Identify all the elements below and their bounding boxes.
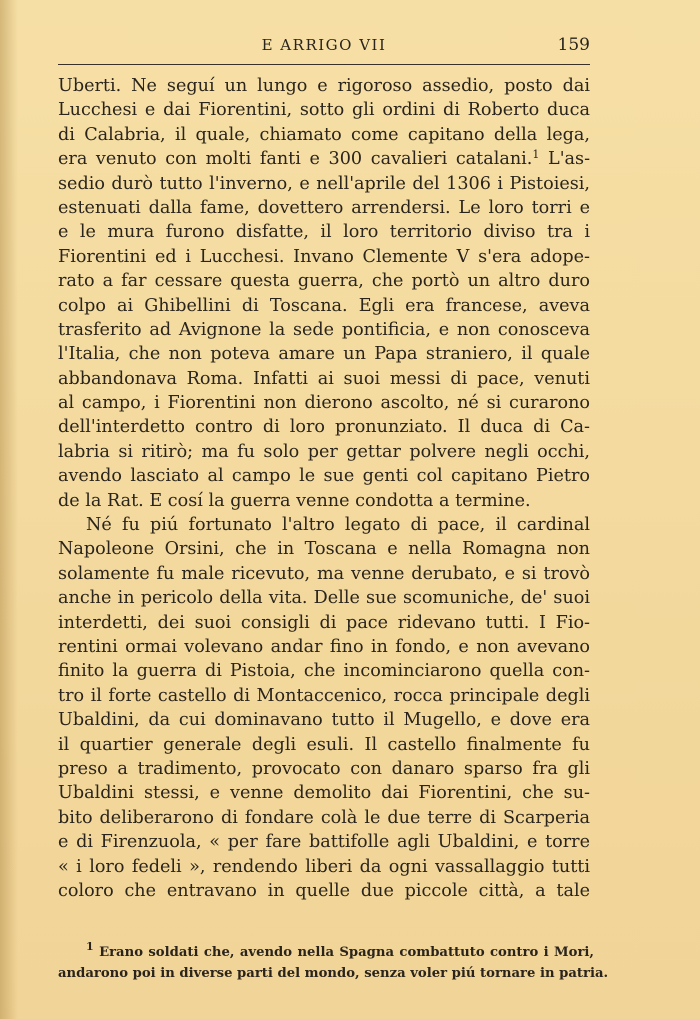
text-line: de la Rat. E cosí la guerra venne condotta a termine.: [58, 490, 531, 511]
page-number: 159: [557, 35, 590, 55]
footnote-text: Erano soldati che, avendo nella Spagna combattuto contro i Mori,: [99, 945, 595, 960]
text-line: preso a tradimento, provocato con danaro sparso fra gli: [58, 758, 590, 779]
footnote-reference: 1: [532, 148, 540, 162]
text-line: sedio durò tutto l'inverno, e nell'aprile del 1306 i Pistoiesi,: [58, 173, 590, 194]
text-line: l'Italia, che non poteva amare un Papa straniero, il quale: [58, 344, 590, 365]
main-text: [58, 74, 590, 903]
text-line: di Calabria, il quale, chiamato come capitano della lega,: [58, 124, 590, 145]
text-line: Uberti. Ne seguí un lungo e rigoroso assedio, posto dai: [58, 76, 590, 96]
text-line: Fiorentini ed i Lucchesi. Invano Clemente V s'era adope-: [58, 246, 590, 267]
text-line: anche in pericolo della vita. Delle sue scomuniche, de' suoi: [58, 588, 590, 609]
text-line: finito la guerra di Pistoia, che incominciarono quella con-: [58, 661, 590, 682]
paragraph-1: [58, 74, 590, 513]
header-rule: [58, 64, 590, 65]
footnote-marker: 1: [86, 940, 94, 953]
text-line: interdetti, dei suoi consigli di pace ridevano tutti. I Fio-: [58, 612, 590, 633]
text-line: estenuati dalla fame, dovettero arrendersi. Le loro torri e: [58, 197, 590, 218]
text-line: Lucchesi e dai Fiorentini, sotto gli ordini di Roberto duca: [58, 100, 590, 121]
text-line: rato a far cessare questa guerra, che portò un altro duro: [58, 271, 590, 292]
footnote-line: andarono poi in diverse parti del mondo, senza voler piú tornare in patria.: [58, 966, 609, 981]
text-line: e di Firenzuola, « per fare battifolle agli Ubaldini, e torre: [58, 832, 590, 853]
text-line-with-footnote: [58, 147, 590, 171]
text-line: bito deliberarono di fondare colà le due terre di Scarperia: [58, 807, 590, 828]
text-segment: L'as-: [548, 149, 591, 170]
text-line: colpo ai Ghibellini di Toscana. Egli era francese, aveva: [58, 295, 590, 316]
running-title: E ARRIGO VII: [261, 36, 387, 54]
text-line: Ubaldini, da cui dominavano tutto il Mugello, e dove era: [58, 710, 590, 731]
text-line: labria si ritirò; ma fu solo per gettar polvere negli occhi,: [58, 441, 590, 462]
text-line: solamente fu male ricevuto, ma venne derubato, e si trovò: [58, 563, 590, 584]
paragraph-2: [58, 513, 590, 903]
text-line: avendo lasciato al campo le sue genti col capitano Pietro: [58, 466, 590, 487]
footnote: [58, 940, 609, 984]
text-line: e le mura furono disfatte, il loro territorio diviso tra i: [58, 222, 590, 243]
text-line: dell'interdetto contro di loro pronunziato. Il duca di Ca-: [58, 417, 590, 438]
text-line: abbandonava Roma. Infatti ai suoi messi di pace, venuti: [58, 368, 590, 389]
text-line: Né fu piú fortunato l'altro legato di pace, il cardinal: [86, 515, 590, 536]
text-segment: era venuto con molti fanti e 300 cavalieri catalani.: [58, 149, 533, 170]
page-header: [58, 34, 590, 58]
text-line: coloro che entravano in quelle due piccole città, a tale: [58, 880, 590, 901]
text-line: il quartier generale degli esuli. Il castello finalmente fu: [58, 734, 590, 755]
text-line: trasferito ad Avignone la sede pontificia, e non conosceva: [58, 319, 590, 340]
text-line: Ubaldini stessi, e venne demolito dai Fiorentini, che su-: [58, 783, 590, 804]
text-line: rentini ormai volevano andar fino in fondo, e non avevano: [58, 636, 590, 657]
text-line: Napoleone Orsini, che in Toscana e nella Romagna non: [58, 539, 590, 560]
footnote-line: [58, 942, 594, 963]
text-line: tro il forte castello di Montaccenico, rocca principale degli: [58, 685, 590, 706]
text-line: al campo, i Fiorentini non dierono ascolto, né si curarono: [58, 393, 590, 414]
text-line: « i loro fedeli », rendendo liberi da ogni vassallaggio tutti: [58, 856, 590, 877]
